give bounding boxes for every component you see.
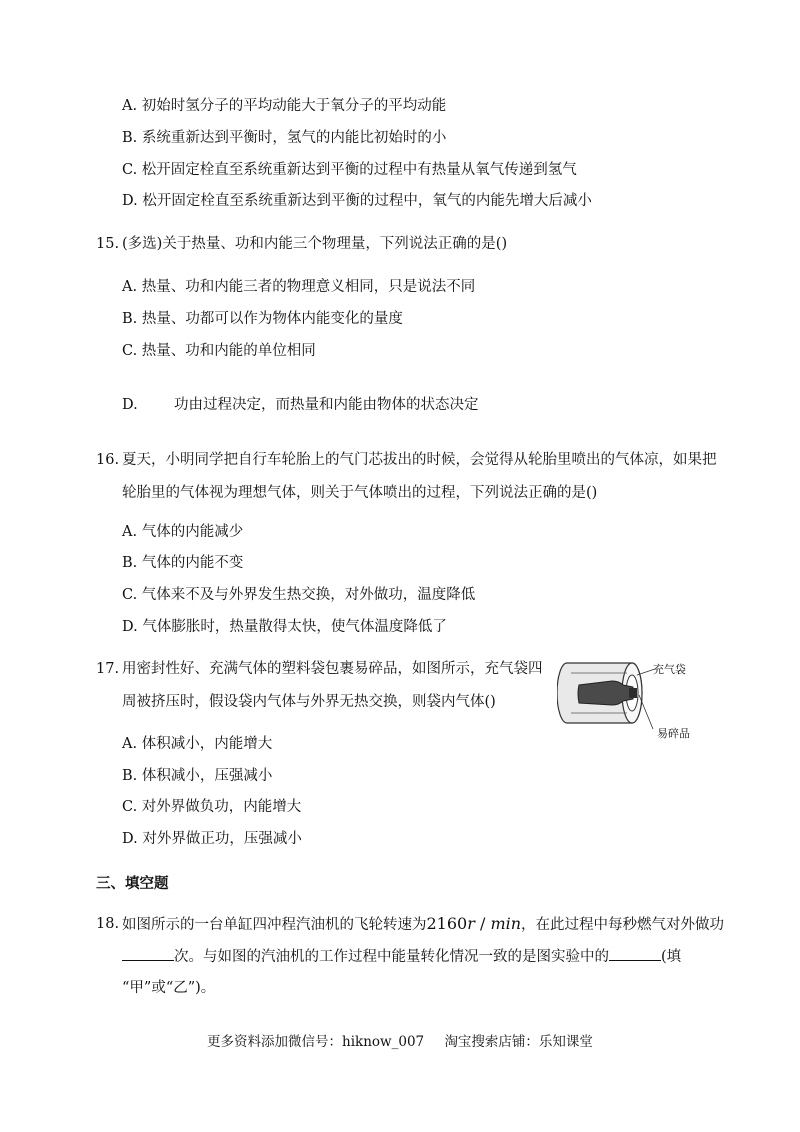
q18-unit-sep: / — [474, 914, 491, 933]
q14-option-d: D. 松开固定栓直至系统重新达到平衡的过程中，氧气的内能先增大后减小 — [122, 193, 592, 209]
q17-stem-line1: 用密封性好、充满气体的塑料袋包裹易碎品，如图所示，充气袋四 — [122, 661, 543, 677]
q16-option-a: A. 气体的内能减少 — [122, 524, 244, 540]
q17-option-d: D. 对外界做正功，压强减小 — [122, 831, 302, 847]
q18-line3: “甲”或“乙”)。 — [122, 980, 216, 996]
air-bag-diagram — [557, 655, 707, 740]
q18-unit-r: r — [467, 914, 475, 933]
q17-option-c: C. 对外界做负功，内能增大 — [122, 799, 302, 815]
q18-blank-2 — [609, 946, 661, 961]
q18-blank-1 — [122, 946, 174, 961]
section-fill-in-blank-heading: 三、填空题 — [96, 875, 169, 892]
q17-number: 17. — [96, 661, 120, 677]
q16-option-c: C. 气体来不及与外界发生热交换，对外做功，温度降低 — [122, 587, 476, 603]
q15-option-d-label: D. — [122, 397, 138, 413]
q16-stem-line2: 轮胎里的气体视为理想气体，则关于气体喷出的过程，下列说法正确的是() — [122, 485, 598, 501]
q15-option-c: C. 热量、功和内能的单位相同 — [122, 343, 316, 359]
q17-option-b: B. 体积减小，压强减小 — [122, 768, 273, 784]
q16-option-b: B. 气体的内能不变 — [122, 555, 244, 571]
q15-option-b: B. 热量、功都可以作为物体内能变化的量度 — [122, 311, 403, 327]
q18-line2-a: 次。与如图的汽油机的工作过程中能量转化情况一致的是图实验中的 — [174, 949, 609, 965]
q17-option-a: A. 体积减小，内能增大 — [122, 736, 273, 752]
q18-line2 — [122, 946, 681, 967]
q16-number: 16. — [96, 452, 120, 468]
footer-shop: 淘宝搜索店铺：乐知课堂 — [444, 1034, 593, 1050]
q14-option-c: C. 松开固定栓直至系统重新达到平衡的过程中有热量从氧气传递到氢气 — [122, 162, 577, 178]
q17-figure-air-bag — [557, 655, 707, 740]
q16-option-d: D. 气体膨胀时，热量散得太快，使气体温度降低了 — [122, 619, 447, 635]
q15-option-a: A. 热量、功和内能三者的物理意义相同，只是说法不同 — [122, 279, 476, 295]
q15-stem: (多选)关于热量、功和内能三个物理量，下列说法正确的是() — [122, 236, 508, 252]
q18-text-a: 如图所示的一台单缸四冲程汽油机的飞轮转速为 — [122, 917, 427, 933]
q18-text-b: ，在此过程中每秒燃气对外做功 — [521, 917, 725, 933]
label-fragile-item: 易碎品 — [657, 727, 690, 740]
q18-number: 18. — [96, 916, 120, 932]
page-footer — [0, 1030, 800, 1050]
q16-stem-line1: 夏天，小明同学把自行车轮胎上的气门芯拔出的时候，会觉得从轮胎里喷出的气体凉，如果把 — [122, 452, 717, 468]
q18-line1 — [122, 914, 724, 935]
footer-wechat: 更多资料添加微信号：hiknow_007 — [207, 1034, 425, 1050]
q14-option-b: B. 系统重新达到平衡时，氢气的内能比初始时的小 — [122, 130, 447, 146]
q18-speed-value: 2160 — [426, 914, 468, 933]
q17-stem-line2: 周被挤压时，假设袋内气体与外界无热交换，则袋内气体() — [122, 694, 496, 710]
q18-line2-b: (填 — [661, 949, 682, 965]
q18-unit-min: min — [490, 914, 522, 933]
q14-option-a: A. 初始时氢分子的平均动能大于氧分子的平均动能 — [122, 98, 447, 114]
label-air-bag: 充气袋 — [653, 663, 686, 676]
q15-option-d-text: 功由过程决定，而热量和内能由物体的状态决定 — [174, 397, 479, 413]
q15-number: 15. — [96, 236, 120, 252]
